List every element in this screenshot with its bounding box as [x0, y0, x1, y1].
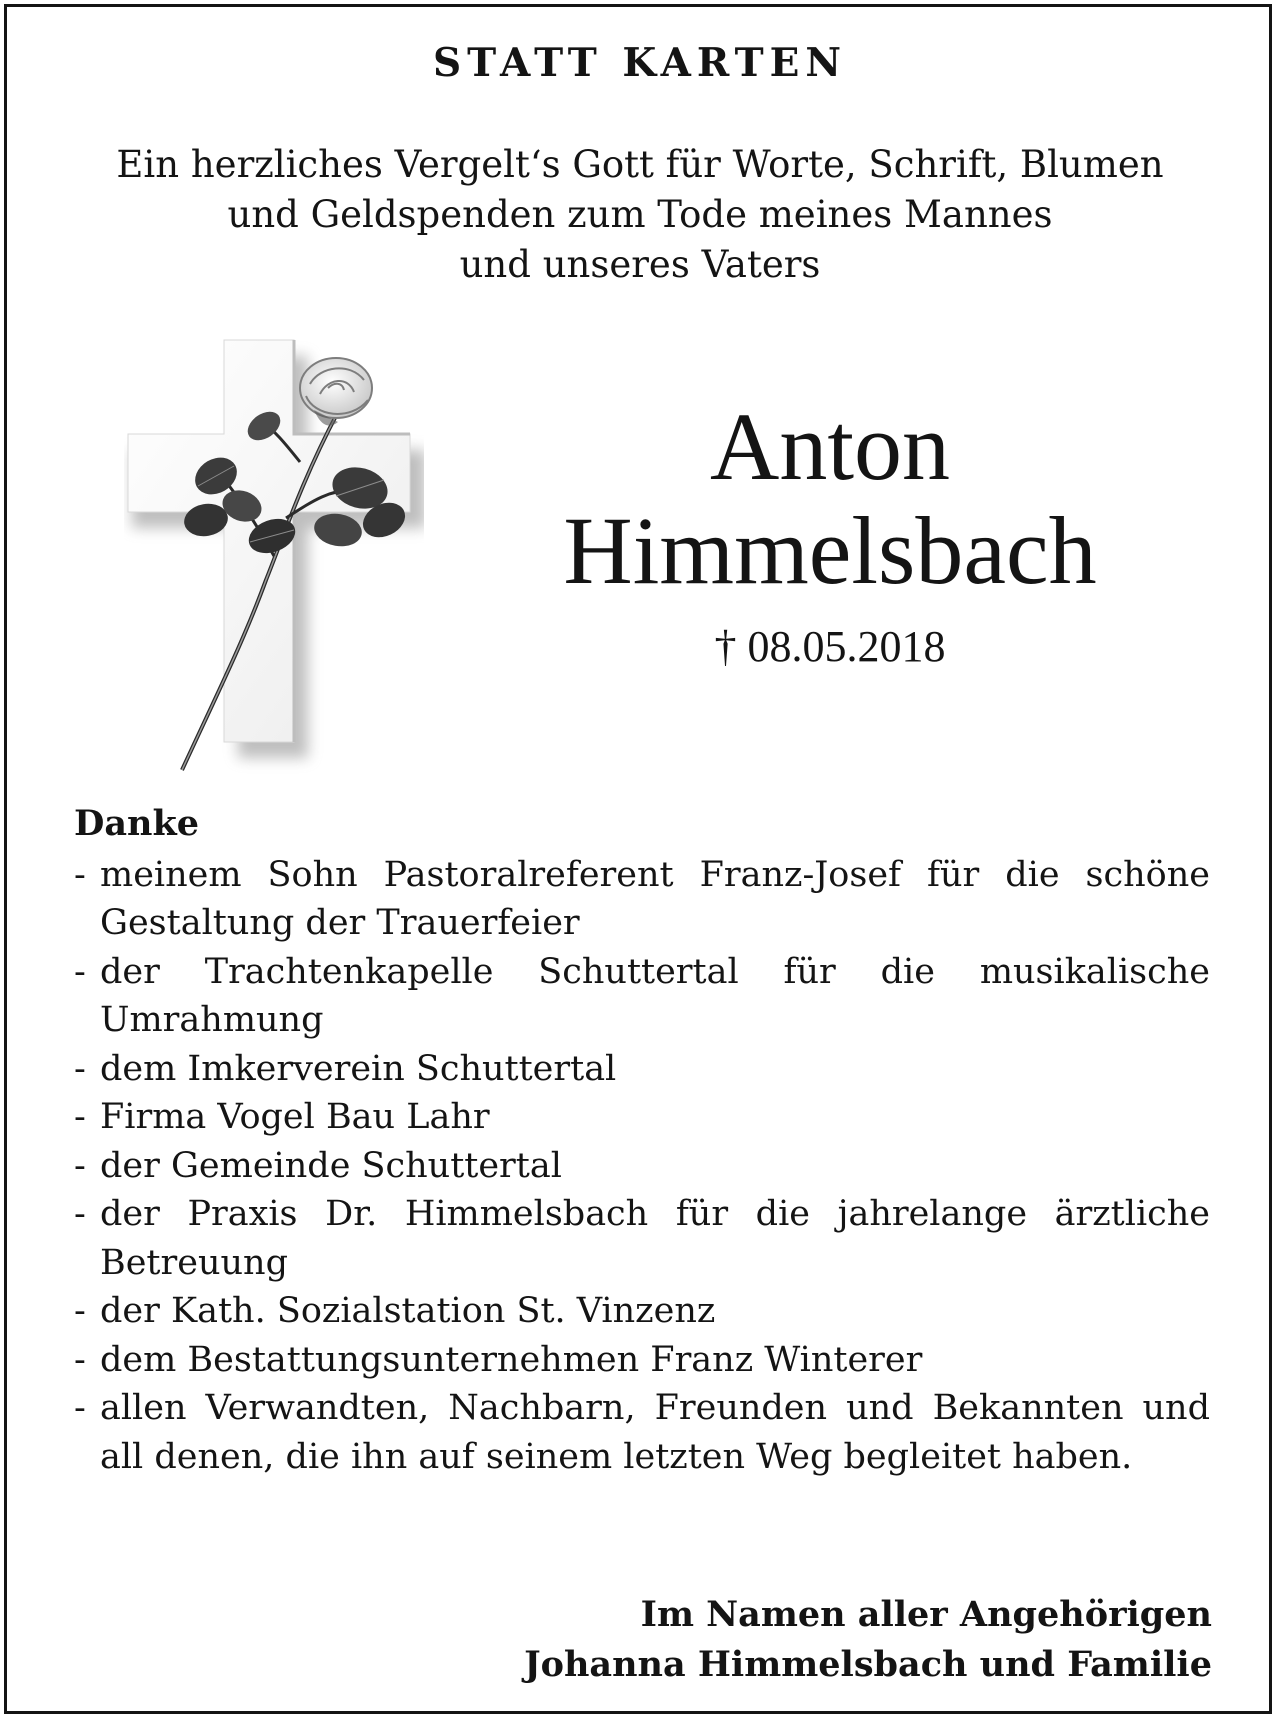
thanks-item-text: der Praxis Dr. Himmelsbach für die jahrelange ärztliche Betreuung — [100, 1194, 1210, 1283]
list-dash: - — [74, 1339, 86, 1380]
list-item — [74, 1336, 1210, 1385]
list-dash: - — [74, 1291, 86, 1331]
signature-family: Johanna Himmelsbach und Familie — [524, 1644, 1212, 1685]
list-item — [74, 1045, 1210, 1094]
thanks-title: Danke — [74, 803, 199, 844]
thanks-item-text: der Kath. Sozialstation St. Vinzenz — [100, 1291, 716, 1331]
list-item — [74, 1093, 1210, 1142]
thanks-item-text: der Trachtenkapelle Schuttertal für die musikalische Umrahmung — [100, 951, 1210, 1040]
intro-line: Ein herzliches Vergelt‘s Gott für Worte, Schrift, Blumen — [116, 143, 1164, 186]
cross-with-rose-icon — [124, 330, 424, 775]
list-dash: - — [74, 1194, 86, 1234]
intro-text — [40, 140, 1240, 290]
list-item — [74, 851, 1210, 948]
thanks-list — [74, 851, 1210, 1482]
list-dash: - — [74, 1097, 86, 1137]
deceased-name-block — [480, 395, 1180, 673]
list-item — [74, 1287, 1210, 1336]
list-item — [74, 1384, 1210, 1481]
intro-line: und unseres Vaters — [459, 243, 821, 286]
list-item — [74, 1190, 1210, 1287]
thanks-item-text: meinem Sohn Pastoralreferent Franz-Josef für die schöne Gestaltung der Trauerfeier — [100, 854, 1210, 943]
notice-header: STATT KARTEN — [432, 40, 848, 86]
list-dash: - — [74, 1388, 86, 1428]
death-date: † 08.05.2018 — [714, 622, 946, 671]
deceased-last-name: Himmelsbach — [563, 497, 1097, 604]
list-dash: - — [74, 854, 86, 895]
intro-line: und Geldspenden zum Tode meines Mannes — [227, 193, 1053, 236]
list-item — [74, 1142, 1210, 1191]
list-dash: - — [74, 951, 86, 992]
list-item — [74, 948, 1210, 1045]
signature-line: Im Namen aller Angehörigen — [640, 1594, 1212, 1635]
list-dash: - — [74, 1048, 86, 1089]
signature-block — [524, 1590, 1212, 1690]
thanks-item-text: Firma Vogel Bau Lahr — [100, 1097, 490, 1137]
list-dash: - — [74, 1145, 86, 1186]
thanks-item-text: dem Imkerverein Schuttertal — [100, 1048, 617, 1089]
thanks-item-text: dem Bestattungsunternehmen Franz Winterer — [100, 1339, 923, 1380]
deceased-first-name: Anton — [710, 393, 950, 500]
thanks-section — [74, 800, 1210, 1481]
thanks-item-text: der Gemeinde Schuttertal — [100, 1145, 562, 1186]
thanks-item-text: allen Verwandten, Nachbarn, Freunden und Bekannten und all denen, die ihn auf seinem letzten Weg begleitet haben. — [100, 1388, 1210, 1477]
